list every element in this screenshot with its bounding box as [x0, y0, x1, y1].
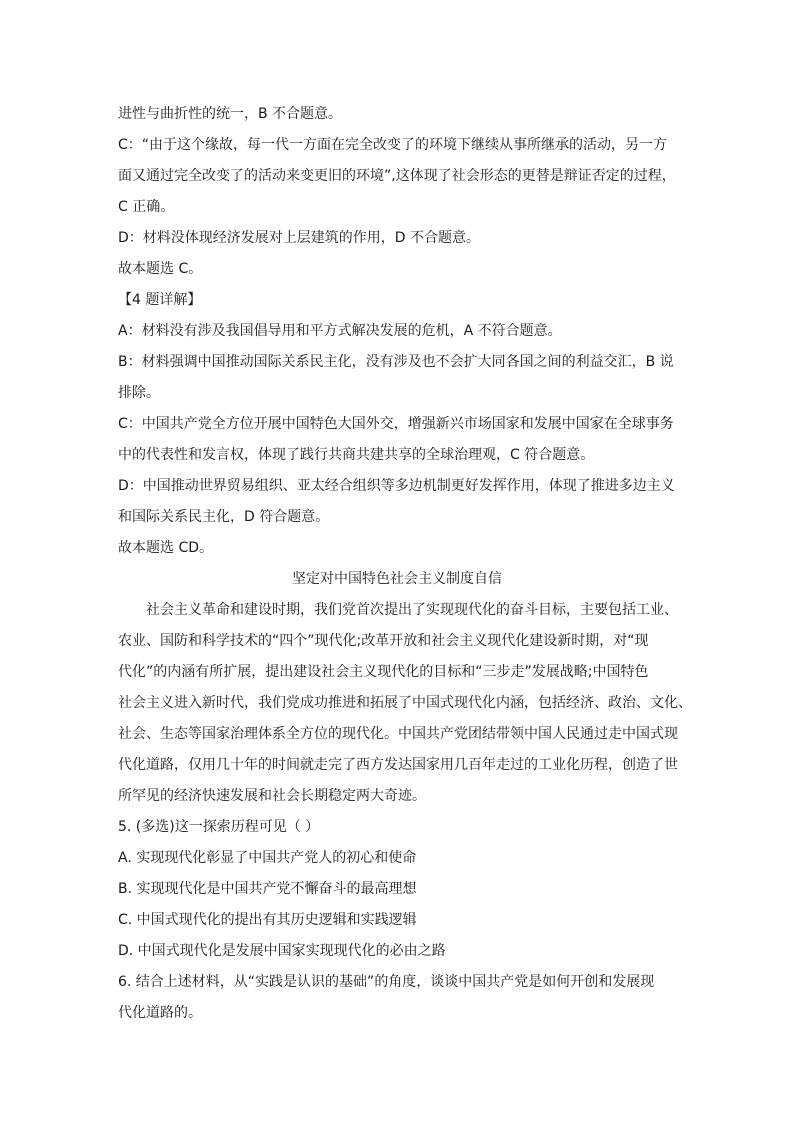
text-line: 排除。 [118, 385, 160, 401]
text-line: C：中国共产党全方位开展中国特色大国外交，增强新兴市场国家和发展中国家在全球事务 [118, 416, 674, 432]
question-5: 5. (多选)这一探索历程可见（ ） [118, 819, 320, 835]
text-line: 故本题选 CD。 [118, 540, 214, 556]
text-line: 中的代表性和发言权，体现了践行共商共建共享的全球治理观，C 符合题意。 [118, 447, 595, 463]
text-line: D：中国推动世界贸易组织、亚太经合组织等多边机制更好发挥作用，体现了推进多边主义 [118, 478, 675, 494]
question-6-cont: 代化道路的。 [118, 1005, 202, 1021]
option-b: B. 实现现代化是中国共产党不懈奋斗的最高理想 [118, 881, 417, 897]
text-line: B：材料强调中国推动国际关系民主化，没有涉及也不会扩大同各国之间的利益交汇，B 说 [118, 354, 674, 370]
paragraph-line: 农业、国防和科学技术的“四个”现代化;改革开放和社会主义现代化建设新时期，对“现 [118, 633, 649, 649]
text-line: A：材料没有涉及我国倡导用和平方式解决发展的危机，A 不符合题意。 [118, 323, 562, 339]
paragraph-line: 社会主义革命和建设时期，我们党首次提出了实现现代化的奋斗目标，主要包括工业、 [146, 602, 678, 618]
text-line: C：“由于这个缘故，每一代一方面在完全改变了的环境下继续从事所继承的活动，另一方 [118, 137, 668, 153]
paragraph-line: 社会主义进入新时代，我们党成功推进和拓展了中国式现代化内涵，包括经济、政治、文化、 [118, 695, 692, 711]
paragraph-line: 所罕见的经济快速发展和社会长期稳定两大奇迹。 [118, 788, 426, 804]
material-title: 坚定对中国特色社会主义制度自信 [292, 571, 502, 587]
text-line: 面又通过完全改变了的活动来变更旧的环境”,这体现了社会形态的更替是辩证否定的过程， [118, 168, 676, 184]
paragraph-line: 社会、生态等国家治理体系全方位的现代化。中国共产党团结带领中国人民通过走中国式现 [118, 726, 678, 742]
text-line: D：材料没体现经济发展对上层建筑的作用，D 不合题意。 [118, 230, 481, 246]
section-heading: 【4 题详解】 [118, 292, 202, 308]
text-line: 和国际关系民主化，D 符合题意。 [118, 509, 330, 525]
text-line: 故本题选 C。 [118, 261, 203, 277]
text-line: 进性与曲折性的统一，B 不合题意。 [118, 106, 343, 122]
option-c: C. 中国式现代化的提出有其历史逻辑和实践逻辑 [118, 912, 417, 928]
option-d: D. 中国式现代化是发展中国家实现现代化的必由之路 [118, 943, 446, 959]
text-line: C 正确。 [118, 199, 175, 215]
paragraph-line: 代化”的内涵有所扩展，提出建设社会主义现代化的目标和“三步走”发展战略;中国特色 [118, 664, 649, 680]
paragraph-line: 代化道路，仅用几十年的时间就走完了西方发达国家用几百年走过的工业化历程，创造了世 [118, 757, 678, 773]
question-6: 6. 结合上述材料，从“实践是认识的基础”的角度，谈谈中国共产党是如何开创和发展现 [118, 974, 655, 990]
option-a: A. 实现现代化彰显了中国共产党人的初心和使命 [118, 850, 417, 866]
